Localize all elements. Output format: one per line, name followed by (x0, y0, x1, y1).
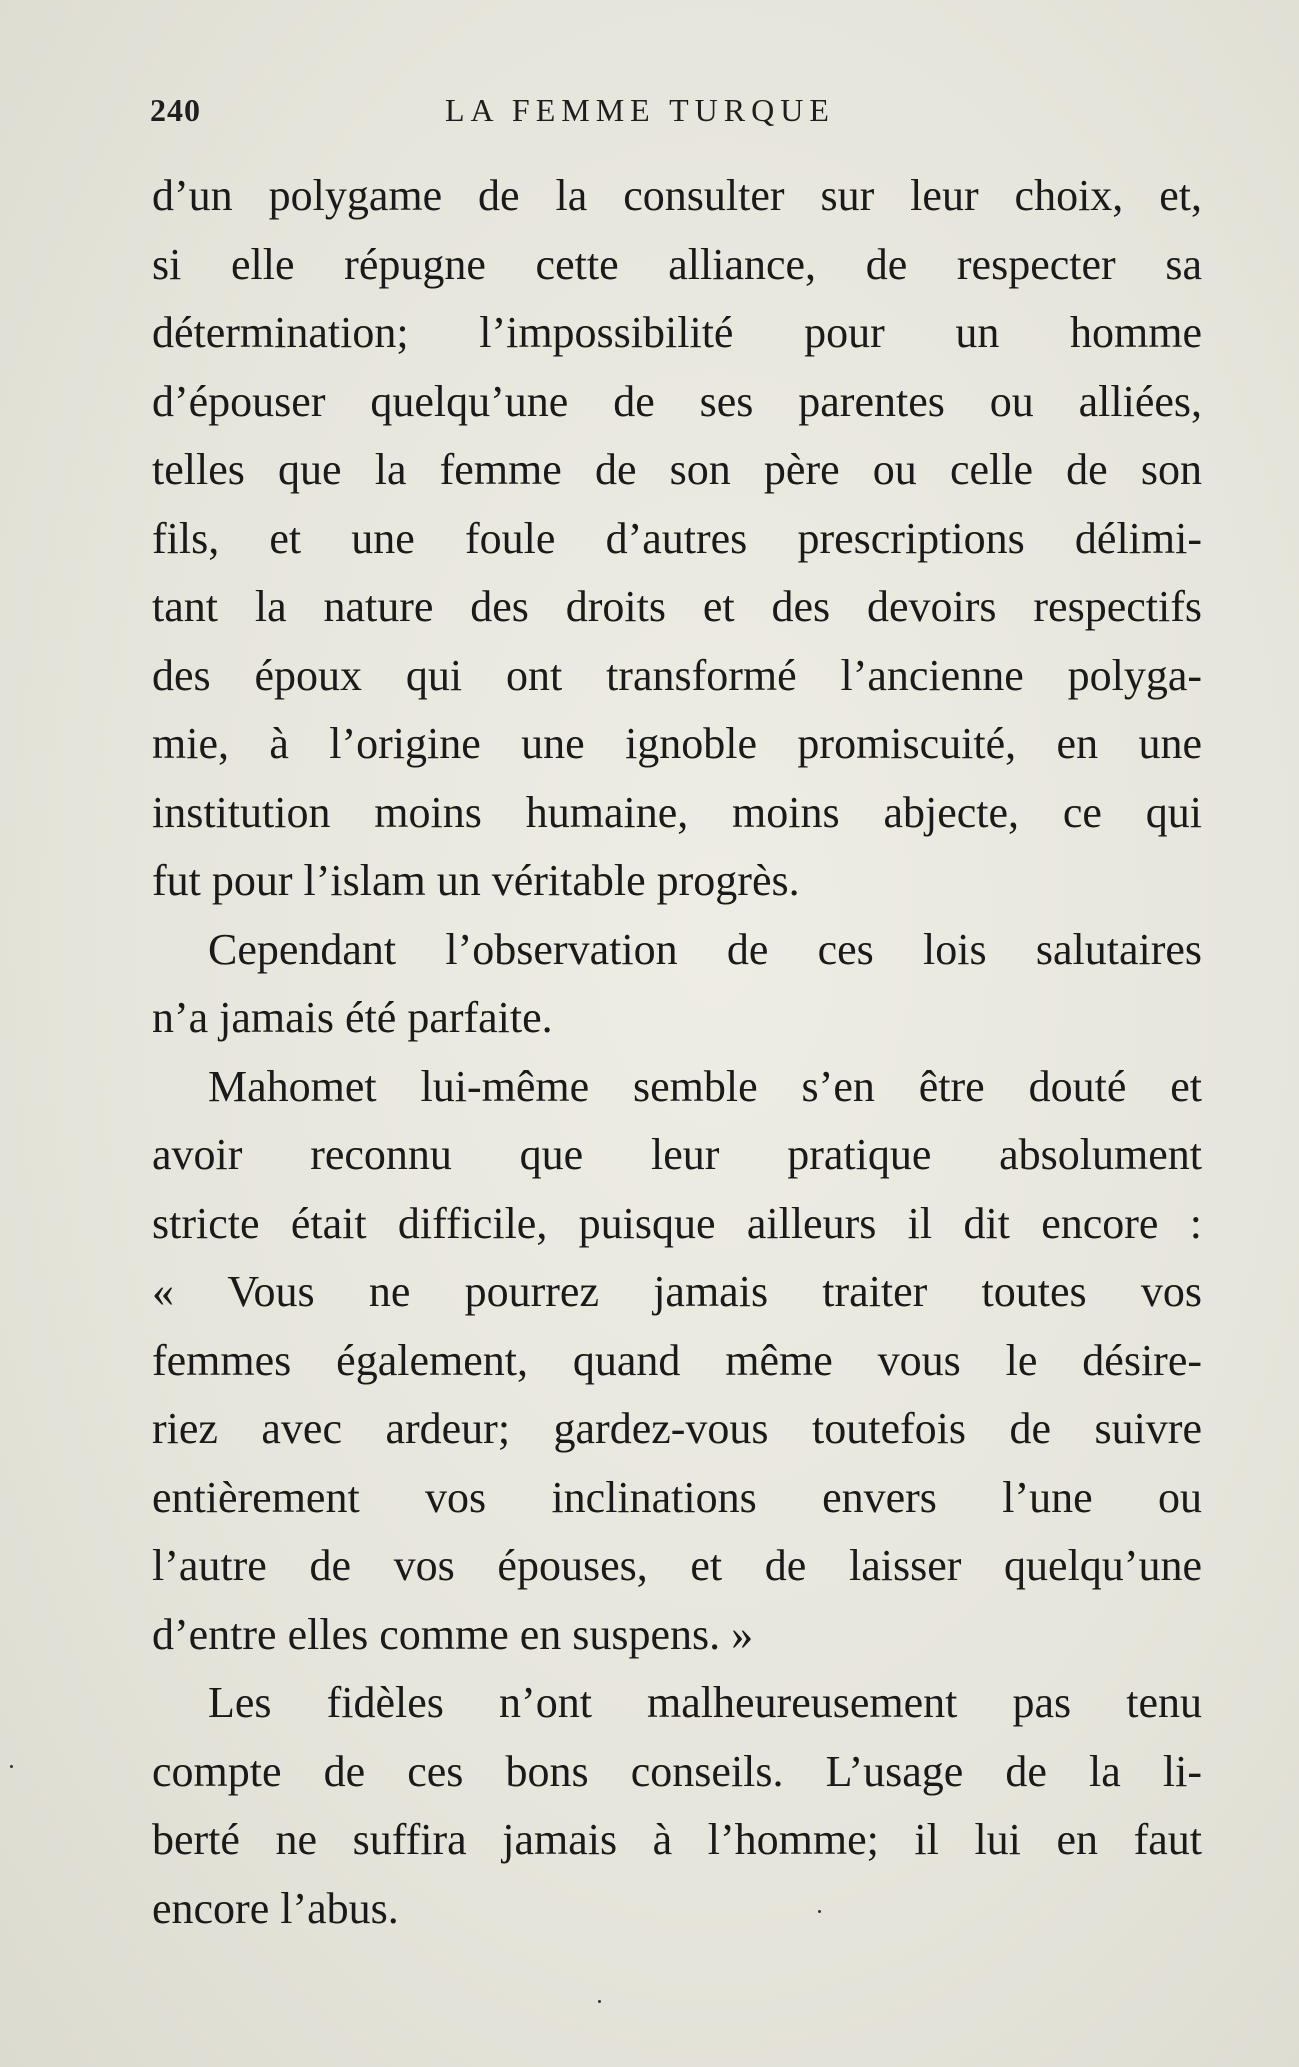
text-line: fils, et une foule d’autres prescriptions délimi- (152, 513, 1202, 563)
text-line: compte de ces bons conseils. L’usage de la li- (152, 1746, 1202, 1796)
text-line: encore l’abus. (152, 1883, 399, 1933)
text-line: Mahomet lui-même semble s’en être douté et (208, 1061, 1202, 1111)
text-line: mie, à l’origine une ignoble promiscuité, en une (152, 719, 1202, 768)
text-line: riez avec ardeur; gardez-vous toutefois de suivre (152, 1404, 1202, 1453)
running-title: LA FEMME TURQUE (445, 92, 835, 128)
text-line: l’autre de vos épouses, et de laisser quelqu’une (152, 1541, 1202, 1590)
text-line: si elle répugne cette alliance, de respecter sa (152, 239, 1202, 289)
text-line: tant la nature des droits et des devoirs respectifs (152, 582, 1202, 631)
text-line: stricte était difficile, puisque ailleurs il dit encore : (152, 1198, 1202, 1248)
paper-speck (598, 2000, 601, 2003)
text-line: institution moins humaine, moins abjecte, ce qui (152, 787, 1202, 837)
text-line: telles que la femme de son père ou celle de son (152, 445, 1202, 494)
text-line: des époux qui ont transformé l’ancienne polyga- (152, 650, 1202, 700)
text-line: Les fidèles n’ont malheureusement pas tenu (208, 1678, 1202, 1727)
text-line: femmes également, quand même vous le désire- (152, 1335, 1202, 1385)
text-line: berté ne suffira jamais à l’homme; il lui en faut (152, 1815, 1202, 1864)
paper-speck (818, 1910, 821, 1913)
body-text (152, 162, 1202, 1943)
text-line: Cependant l’observation de ces lois salutaires (208, 924, 1202, 974)
text-line: d’un polygame de la consulter sur leur choix, et, (152, 171, 1202, 220)
paper-speck (10, 1765, 13, 1768)
text-line: d’entre elles comme en suspens. » (152, 1609, 754, 1659)
text-line: avoir reconnu que leur pratique absolument (152, 1130, 1202, 1179)
page-number: 240 (150, 92, 201, 128)
text-line: d’épouser quelqu’une de ses parentes ou alliées, (152, 376, 1202, 426)
page-header (150, 92, 1200, 132)
text-line: entièrement vos inclinations envers l’une ou (152, 1472, 1202, 1522)
text-line: détermination; l’impossibilité pour un homme (152, 308, 1202, 357)
text-line: fut pour l’islam un véritable progrès. (152, 856, 800, 905)
text-line: n’a jamais été parfaite. (152, 993, 553, 1042)
text-line: « Vous ne pourrez jamais traiter toutes vos (152, 1267, 1202, 1316)
